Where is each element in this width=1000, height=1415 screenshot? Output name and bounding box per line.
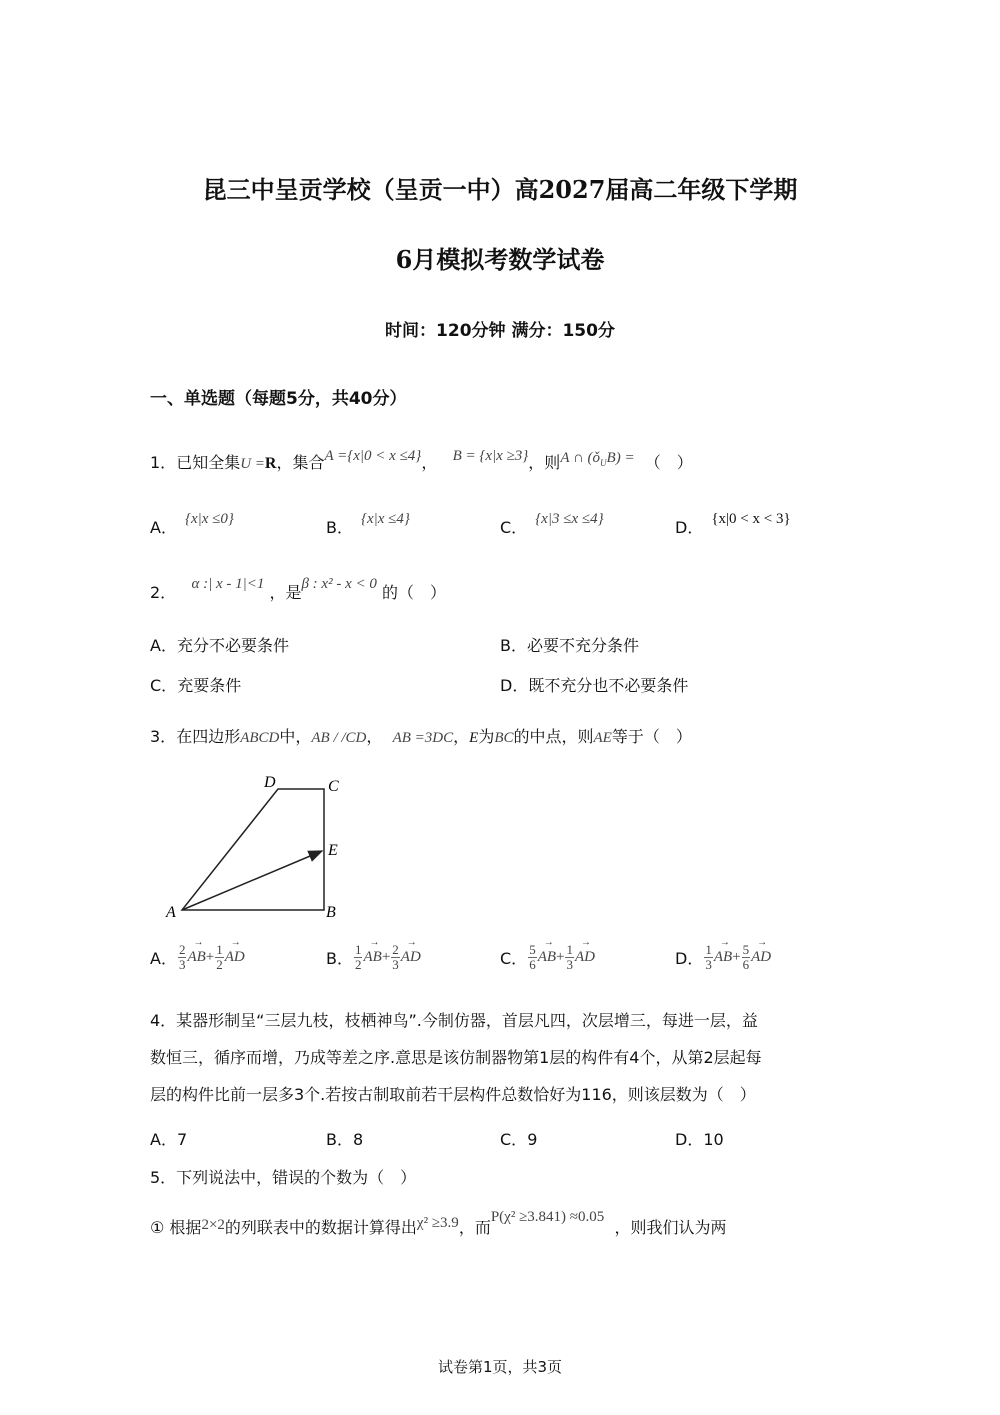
quadrilateral-abcd — [182, 789, 324, 910]
section-heading: 一、单选题（每题5分，共40分） — [150, 389, 407, 409]
vector-ae-arrow — [182, 851, 322, 910]
q3-option-d[interactable]: D． $\frac{1}{3}$ → AB+ $\frac{5}{6}$ → AD — [675, 943, 771, 972]
q3-option-b[interactable]: B． $\frac{1}{2}$ → AB+ $\frac{2}{3}$ → AD — [326, 943, 421, 972]
question-5-stem: 5．下列说法中，错误的个数为（ ） — [150, 1168, 417, 1187]
q4-option-a[interactable]: A．7 — [150, 1130, 188, 1149]
q4-option-b[interactable]: B．8 — [326, 1130, 364, 1149]
q3-text3: ， — [366, 727, 383, 746]
q4-line1: 4．某器形制呈“三层九枝，枝栖神鸟”.今制仿器，首层凡四，次层增三，每进一层，益 — [150, 1011, 758, 1030]
q1-answer-paren: （ ） — [644, 453, 693, 472]
q5-chi-square: χ² ≥3.9 — [416, 1215, 459, 1231]
exam-title-line2: 6月模拟考数学试卷 — [395, 245, 605, 274]
q4-option-d[interactable]: D．10 — [675, 1130, 724, 1149]
q1-set-a: A ={x|0 < x ≤4} — [324, 448, 422, 464]
question-2-stem — [150, 576, 446, 603]
q2-option-a[interactable]: A．充分不必要条件 — [150, 636, 289, 655]
q1-text4: ，则 — [528, 453, 561, 472]
q5-text2: 的列联表中的数据计算得出 — [224, 1218, 417, 1237]
q4-option-c[interactable]: C．9 — [500, 1130, 538, 1149]
q3-vector-ae: AE — [593, 730, 612, 746]
q1-expression: A ∩ $(ǒ_UB)$ = — [560, 450, 635, 468]
question-1-stem — [150, 450, 693, 474]
q1-text: 已知全集 — [176, 453, 241, 472]
q2-alpha: α :| x - 1|<1 — [191, 576, 265, 592]
q4-line3: 层的构件比前一层多3个.若按古制取前若干层构件总数恰好为116，则该层数为（ ） — [150, 1085, 756, 1104]
q3-quad: ABCD — [240, 730, 280, 746]
question-4-stem — [150, 1002, 850, 1113]
q2-option-d[interactable]: D．既不充分也不必要条件 — [500, 676, 689, 695]
q5-table-size: 2×2 — [201, 1217, 225, 1233]
exam-title-line1: 昆三中呈贡学校（呈贡一中）高2027届高二年级下学期 — [202, 175, 798, 204]
q1-text3: ， — [421, 453, 438, 472]
q3-text7: 等于（ ） — [611, 727, 692, 746]
q1-option-d[interactable]: D． {x|0 < x < 3} — [675, 511, 791, 537]
page-footer: 试卷第1页，共3页 — [437, 1358, 563, 1376]
q2-option-c[interactable]: C．充要条件 — [150, 676, 242, 695]
q5-text3: ，而 — [458, 1218, 491, 1237]
q3-point-e: E — [469, 730, 479, 746]
q2-beta: β : x² - x < 0 — [301, 576, 377, 592]
q3-text5: 为 — [478, 727, 495, 746]
q1-real-set: R — [264, 455, 277, 472]
q3-text4: ， — [453, 727, 470, 746]
q1-text2: ，集合 — [276, 453, 325, 472]
q2-option-b[interactable]: B．必要不充分条件 — [500, 636, 639, 655]
label-e: E — [328, 842, 338, 859]
q3-option-c[interactable]: C． $\frac{5}{6}$ → AB+ $\frac{1}{3}$ → AD — [500, 943, 595, 972]
q3-text: 在四边形 — [176, 727, 241, 746]
q3-parallel: AB / /CD — [311, 730, 367, 746]
label-c: C — [328, 778, 339, 795]
exam-time-info: 时间：120分钟 满分：150分 — [385, 321, 615, 341]
q3-number: 3． — [150, 727, 177, 746]
question-3-stem — [150, 724, 692, 747]
label-d: D — [264, 774, 276, 791]
q2-text2: 的（ ） — [381, 583, 446, 602]
q3-option-a[interactable]: A． $\frac{2}{3}$ → AB+ $\frac{1}{2}$ → AD — [150, 943, 245, 972]
q1-set-b: B = {x|x ≥3} — [452, 448, 529, 464]
label-a: A — [166, 904, 176, 921]
q1-universe: U = — [240, 456, 265, 472]
q1-number: 1． — [150, 453, 177, 472]
q2-number: 2． — [150, 583, 177, 602]
q3-figure — [160, 765, 360, 925]
q5-text4: ，则我们认为两 — [614, 1218, 727, 1237]
q3-segment-bc: BC — [494, 730, 514, 746]
q5-statement-1 — [150, 1209, 727, 1238]
q3-ratio: AB =3DC — [392, 730, 454, 746]
q5-text: ① 根据 — [150, 1218, 202, 1237]
q2-text: ，是 — [269, 583, 302, 602]
q1-option-b[interactable]: B． {x|x ≤4} — [326, 511, 410, 537]
q4-line2: 数恒三，循序而增，乃成等差之序.意思是该仿制器物第1层的构件有4个，从第2层起每 — [150, 1048, 762, 1067]
label-b: B — [326, 904, 336, 921]
q1-option-a[interactable]: A． {x|x ≤0} — [150, 511, 234, 537]
q1-option-c[interactable]: C． {x|3 ≤x ≤4} — [500, 511, 604, 537]
q3-text6: 的中点，则 — [513, 727, 594, 746]
q5-probability: P(χ² ≥3.841) ≈0.05 — [490, 1209, 605, 1225]
q3-text2: 中， — [279, 727, 312, 746]
